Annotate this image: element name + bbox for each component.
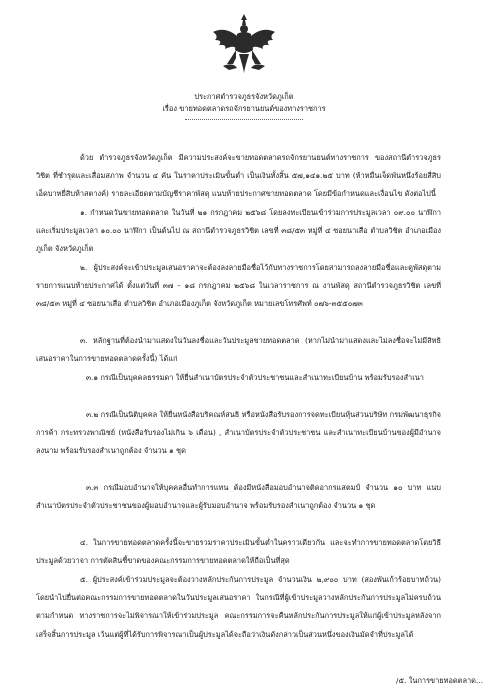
clause-3-paragraph: ๓. หลักฐานที่ต้องนำมาแสดงในวันลงชื่อและวันประมูลขายทอดตลาด (หากไม่นำมาแสดงและไม่ลงชื่อจะไม่มีสิทธิเสนอราคาในการขายทอดตลาดครั้งนี้) ได้แก่ <box>36 336 441 364</box>
intro-paragraph: ด้วย ตำรวจภูธรจังหวัดภูเก็ต มีความประสงค์จะขายทอดตลาดรถจักรยานยนต์ทางราชการ ของสถานีตำรวจภูธรวิชิต ที่ชำรุดและเสื่อมสภาพ จำนวน ๔ คัน ในราคาประเมินขั้นต่ำ เป็นเงินทั้งสิ้น ๕๗,๑๔๑.๒๕ บาท (ห้าหมื่นเจ็ดพันหนึ่งร้อยสี่สิบเอ็ดบาทยี่สิบห้าสตางค์) รายละเอียดตามบัญชีราคาพัสดุ แนบท้ายประกาศขายทอดตลาด โดยมีข้อกำหนดและเงื่อนไข ดังต่อไปนี้ <box>36 153 441 199</box>
clause-5-paragraph: ๕. ผู้ประสงค์เข้าร่วมประมูลจะต้องวางหลักประกันการประมูล จำนวนเงิน ๒,๙๐๐ บาท (สองพันเก้าร้อยบาทถ้วน) โดยนำไปยื่นต่อคณะกรรมการขายทอดตลาดในวันประมูลเสนอราคา ในกรณีที่ผู้เข้าประมูลวางหลักประกันการประมูลไม่ครบถ้วนตามกำหนด ทางราชการจะไม่พิจารณาให้เข้าร่วมประมูล คณะกรรมการจะคืนหลักประกันการประมูลให้แก่ผู้เข้าประมูลหลังจากเสร็จสิ้นการประมูล เว้นแต่ผู้ที่ได้รับการพิจารณาเป็นผู้ประมูลได้จะถือว่าเงินดังกล่าวเป็นส่วนหนึ่งของเงินมัดจำที่ประมูลได้ <box>36 575 441 639</box>
announcement-title: ประกาศตำรวจภูธรจังหวัดภูเก็ต <box>194 92 294 101</box>
clause-3-1-paragraph: ๓.๑ กรณีเป็นบุคคลธรรมดา ให้ยื่นสำเนาบัตรประจำตัวประชาชนและสำเนาทะเบียนบ้าน พร้อมรับรองสำเนา <box>86 373 424 382</box>
clause-2-paragraph: ๒. ผู้ประสงค์จะเข้าประมูลเสนอราคาจะต้องลงลายมือชื่อไว้กับทางราชการโดยสามารถลงลายมือชื่อและดูพัสดุตามรายการแนบท้ายประกาศได้ ตั้งแต่วันที่ ๓๗ – ๑๘ กรกฎาคม ๒๕๖๘ ในเวลาราชการ ณ งานพัสดุ สถานีตำรวจภูธรวิชิต เลขที่ ๓๘/๕๓ หมู่ที่ ๔ ซอยนาเสือ ตำบลวิชิต อำเภอเมืองภูเก็ต จังหวัดภูเก็ต หมายเลขโทรศัพท์ ๐๗๖-๓๕๕๐๗๓ <box>36 263 441 309</box>
announcement-subject: เรื่อง ขายทอดตลาดรถจักรยานยนต์ของทางราชการ <box>162 104 326 113</box>
garuda-emblem <box>209 12 279 76</box>
clause-1-paragraph: ๑. กำหนดวันขายทอดตลาด ในวันที่ ๒๑ กรกฎาคม ๒๕๖๘ โดยลงทะเบียนเข้าร่วมการประมูลเวลา ๐๙.๐๐ นาฬิกา และเริ่มประมูลเวลา ๑๐.๐๐ นาฬิกา เป็นต้นไป ณ สถานีตำรวจภูธรวิชิต เลขที่ ๓๘/๕๓ หมู่ที่ ๔ ซอยนาเสือ ตำบลวิชิต อำเภอเมืองภูเก็ต จังหวัดภูเก็ต <box>36 208 441 254</box>
clause-3-2-paragraph: ๓.๒ กรณีเป็นนิติบุคคล ให้ยื่นหนังสือบริคณห์สนธิ หรือหนังสือรับรองการจดทะเบียนหุ้นส่วนบริษัท กรมพัฒนาธุรกิจการค้า กระทรวงพาณิชย์ (หนังสือรับรองไม่เกิน ๖ เดือน) , สำเนาบัตรประจำตัวประชาชน และสำเนาทะเบียนบ้านของผู้มีอำนาจลงนาม พร้อมรับรองสำเนาถูกต้อง จำนวน ๑ ชุด <box>36 410 441 456</box>
title-separator <box>185 119 303 120</box>
clause-4-paragraph: ๔. ในการขายทอดตลาดครั้งนี้จะขายรวมราคาประเมินขั้นต่ำในคราวเดียวกัน และจะทำการขายทอดตลาดโดยวิธีประมูลด้วยวาจา การตัดสินชี้ขาดของคณะกรรมการขายทอดตลาดให้ถือเป็นที่สุด <box>36 538 441 566</box>
continuation-note: /๕. ในการขายทอดตลาด... <box>396 676 484 685</box>
clause-3-3-paragraph: ๓.๓ กรณีมอบอำนาจให้บุคคลอื่นทำการแทน ต้องมีหนังสือมอบอำนาจติดอากรแสตมป์ จำนวน ๑๐ บาท แนบสำเนาบัตรประจำตัวประชาชนของผู้มอบอำนาจและผู้รับมอบอำนาจ พร้อมรับรองสำเนาถูกต้อง จำนวน ๑ ชุด <box>36 483 441 511</box>
